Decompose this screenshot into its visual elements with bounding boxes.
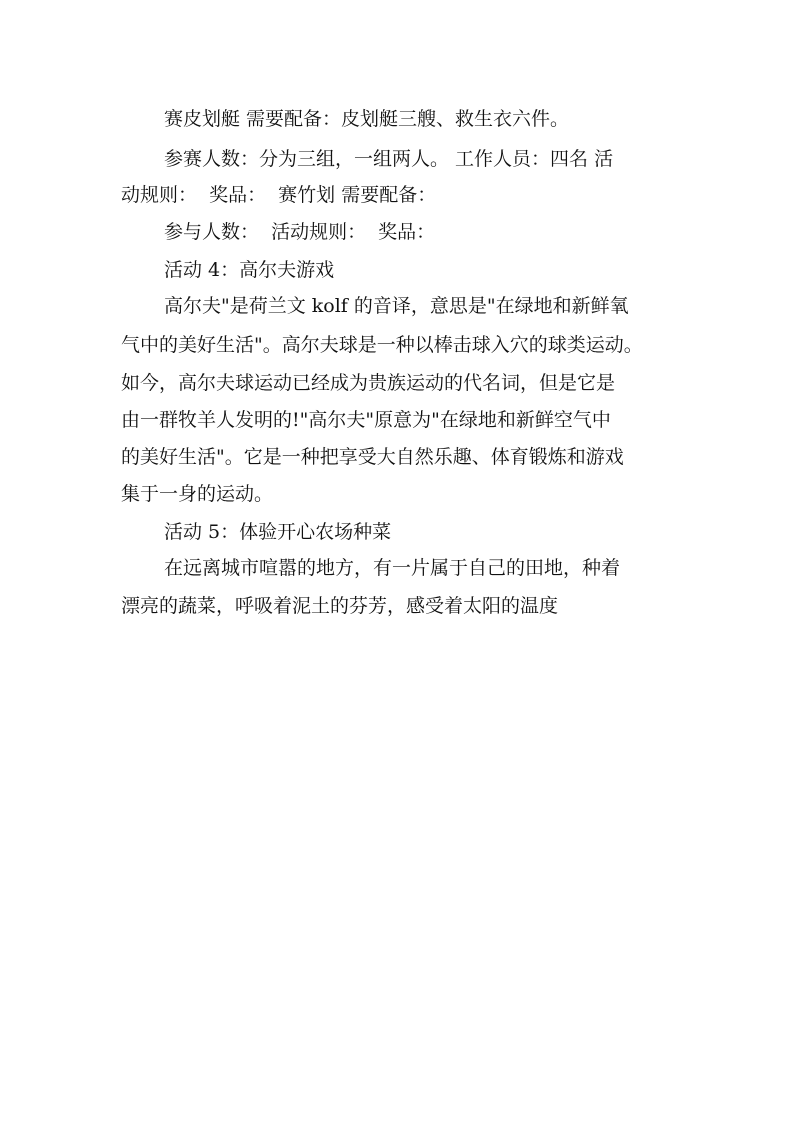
text-line-kayak-equipment: 赛皮划艇 需要配备：皮划艇三艘、救生衣六件。	[164, 108, 570, 130]
section-heading-activity-5: 活动 5：体验开心农场种菜	[164, 521, 392, 543]
text-line-participants-staff: 参赛人数：分为三组，一组两人。 工作人员：四名 活	[164, 148, 614, 170]
paragraph-golf-line-3: 如今，高尔夫球运动已经成为贵族运动的代名词，但是它是	[121, 372, 616, 394]
paragraph-golf-line-4: 由一群牧羊人发明的!"高尔夫"原意为"在绿地和新鲜空气中	[121, 409, 611, 431]
paragraph-golf-line-1: 高尔夫"是荷兰文 kolf 的音译，意思是"在绿地和新鲜氧	[164, 295, 629, 317]
paragraph-farm-line-2: 漂亮的蔬菜，呼吸着泥土的芬芳，感受着太阳的温度	[121, 595, 559, 617]
section-heading-activity-4: 活动 4：高尔夫游戏	[164, 259, 335, 281]
paragraph-farm-line-1: 在远离城市喧嚣的地方，有一片属于自己的田地，种着	[164, 557, 621, 579]
paragraph-golf-line-6: 集于一身的运动。	[121, 483, 274, 505]
paragraph-golf-line-5: 的美好生活"。它是一种把享受大自然乐趣、体育锻炼和游戏	[121, 446, 624, 468]
paragraph-golf-line-2: 气中的美好生活"。高尔夫球是一种以棒击球入穴的球类运动。	[121, 334, 643, 356]
text-line-participant-count: 参与人数： 活动规则： 奖品：	[164, 221, 436, 243]
text-line-rules-prizes: 动规则： 奖品： 赛竹划 需要配备：	[121, 184, 437, 206]
